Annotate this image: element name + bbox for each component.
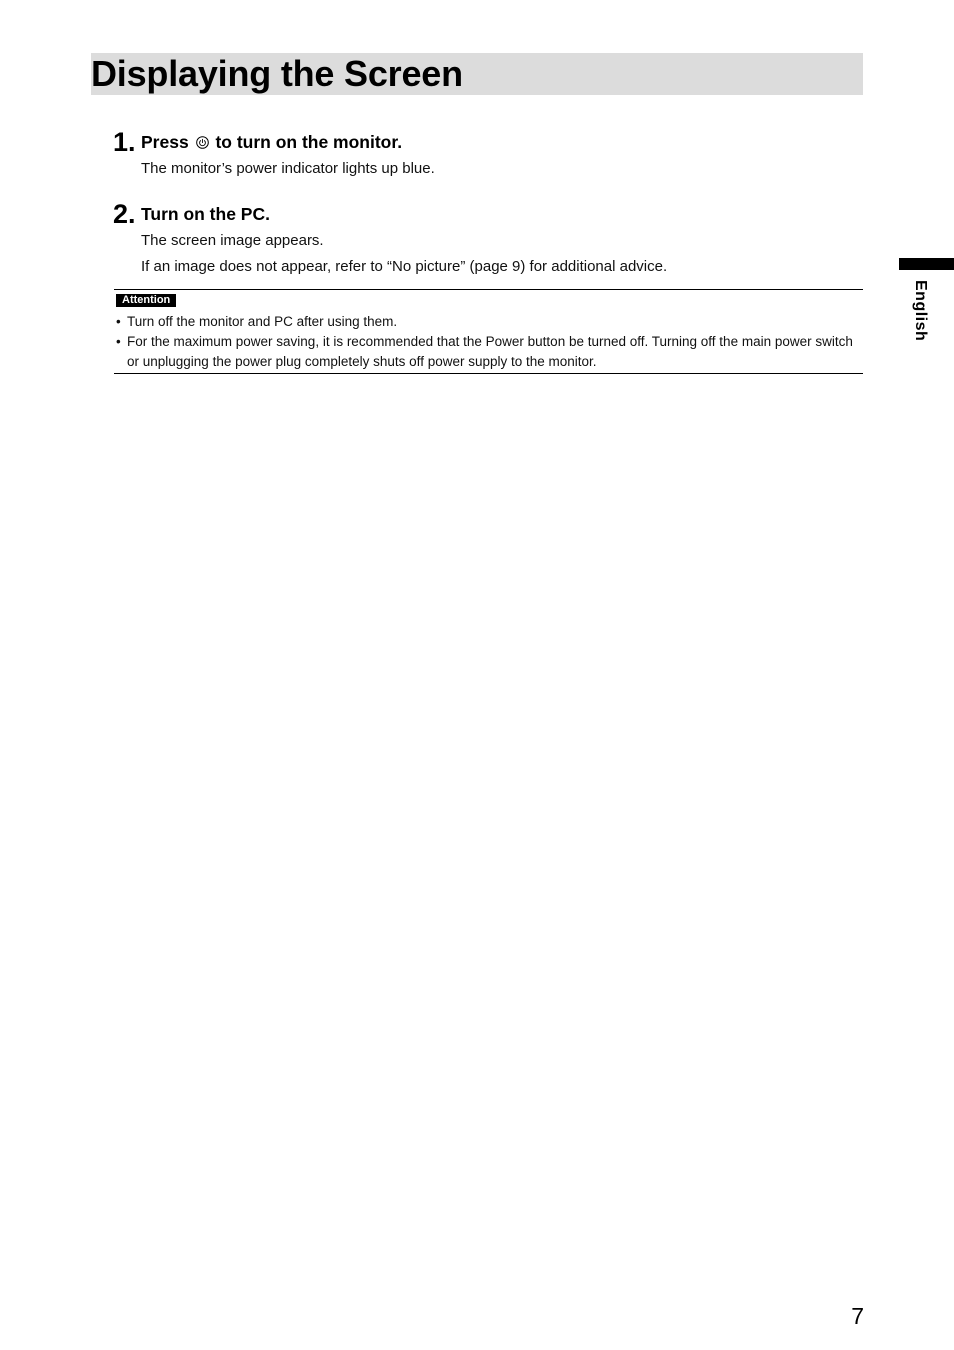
step-1-number: 1. (113, 127, 136, 157)
step-2-line-2: If an image does not appear, refer to “No picture” (page 9) for additional advice. (141, 258, 668, 275)
side-tab-label: English (912, 280, 929, 342)
step-1-line-1: The monitor’s power indicator lights up blue. (141, 160, 435, 177)
attention-box (114, 289, 863, 374)
attention-list (114, 312, 863, 372)
attention-item-text: For the maximum power saving, it is recommended that the Power button be turned off. Turning off the main power switch or unplugging the power plug completely shuts off power supply to the monitor. (127, 334, 853, 369)
step-2-heading: Turn on the PC. (141, 204, 270, 224)
step-1-heading-before: Press (141, 132, 189, 152)
power-button-icon (196, 136, 209, 149)
step-1-heading (141, 131, 402, 153)
page-title: Displaying the Screen (91, 53, 463, 94)
step-2-number: 2. (113, 199, 136, 229)
attention-item (114, 332, 863, 372)
step-2-line-1: The screen image appears. (141, 232, 324, 249)
attention-label: Attention (116, 294, 176, 307)
side-tab-bar (899, 258, 954, 270)
side-tab (905, 280, 935, 360)
step-1-heading-after: to turn on the monitor. (215, 132, 403, 152)
bullet: • (116, 314, 121, 329)
title-bar (91, 53, 863, 95)
attention-item-text: Turn off the monitor and PC after using them. (127, 314, 398, 329)
page-number: 7 (851, 1303, 864, 1329)
bullet: • (116, 334, 121, 349)
attention-item (114, 312, 863, 332)
